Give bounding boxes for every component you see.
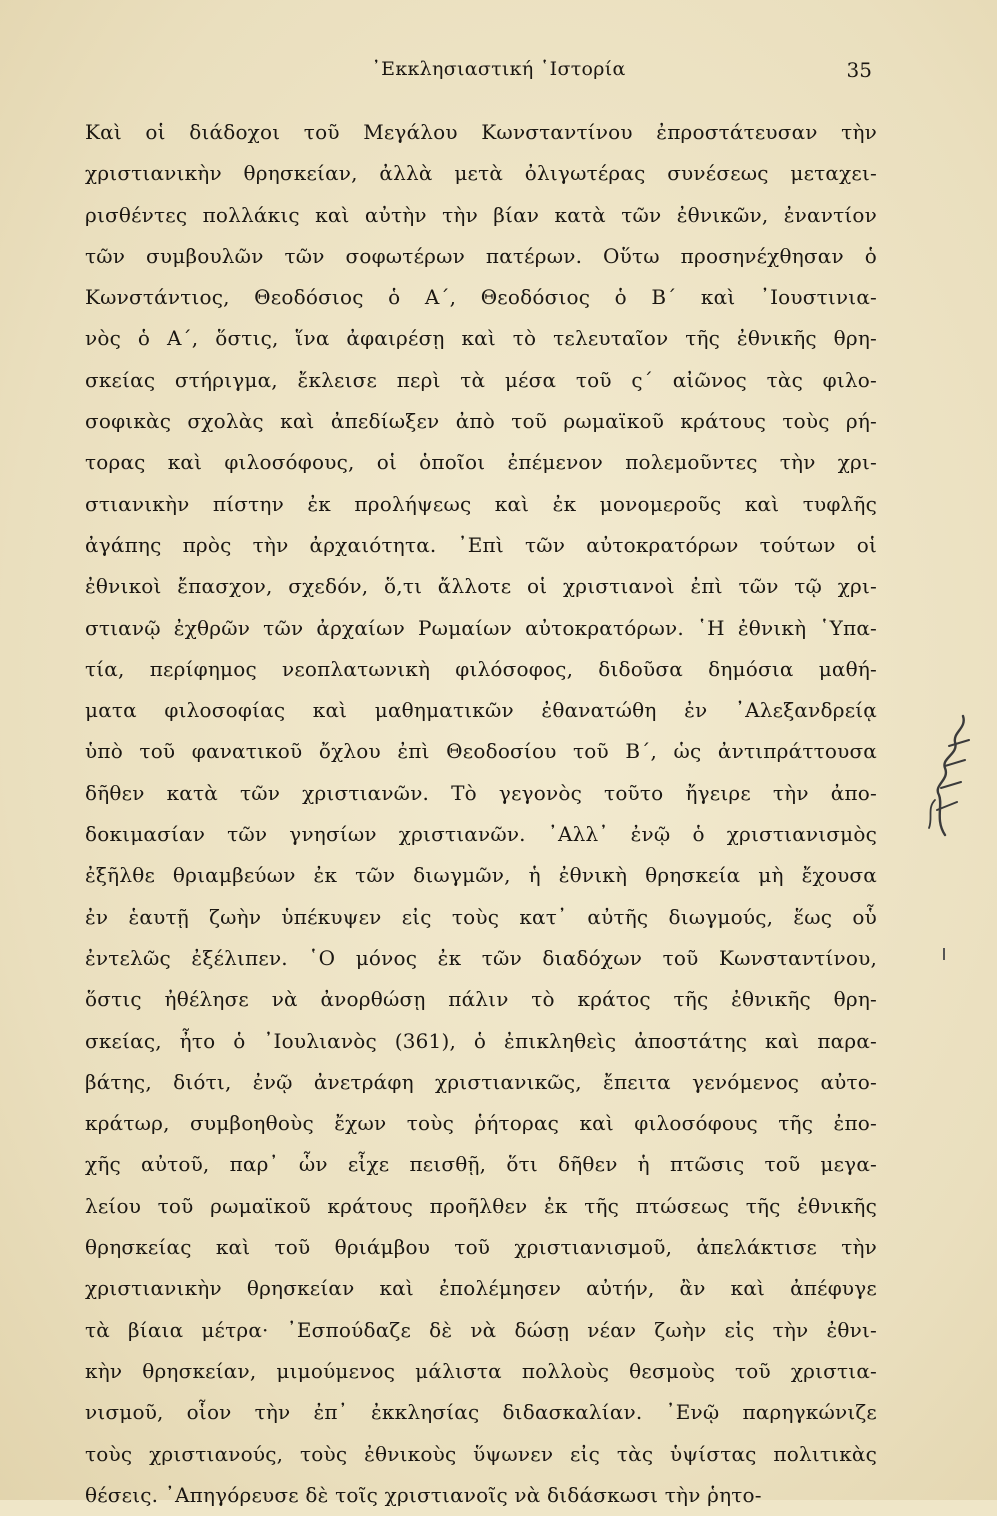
text-line: τοὺς χριστιανούς, τοὺς ἐθνικοὺς ὕψωνεν εἰς τὰς ὑψίστας πολιτικὰς	[85, 1441, 877, 1466]
text-line: ὑπὸ τοῦ φανατικοῦ ὄχλου ἐπὶ Θεοδοσίου τοῦ Β΄, ὡς ἀντιπράττουσα	[85, 739, 877, 764]
text-line: ἐξῆλθε θριαμβεύων ἐκ τῶν διωγμῶν, ἡ ἐθνικὴ θρησκεία μὴ ἔχουσα	[85, 863, 877, 888]
page-header	[0, 58, 997, 88]
text-line: Καὶ οἱ διάδοχοι τοῦ Μεγάλου Κωνσταντίνου ἐπροστάτευσαν τὴν	[85, 120, 877, 144]
text-line: κὴν θρησκείαν, μιμούμενος μάλιστα πολλοὺς θεσμοὺς τοῦ χριστια-	[85, 1358, 877, 1383]
page-number: 35	[846, 58, 872, 82]
text-line: τῶν συμβουλῶν τῶν σοφωτέρων πατέρων. Οὕτω προσηνέχθησαν ὁ	[85, 243, 877, 268]
text-line: ἐθνικοὶ ἔπασχον, σχεδόν, ὅ,τι ἄλλοτε οἱ χριστιανοὶ ἐπὶ τῶν τῷ χρι-	[85, 574, 877, 599]
running-title: ᾿Εκκλησιαστική ῾Ιστορία	[371, 58, 626, 80]
text-line: νὸς ὁ Α΄, ὅστις, ἵνα ἀφαιρέσῃ καὶ τὸ τελευταῖον τῆς ἐθνικῆς θρη-	[85, 326, 877, 351]
text-line: λείου τοῦ ρωμαϊκοῦ κράτους προῆλθεν ἐκ τῆς πτώσεως τῆς ἐθνικῆς	[85, 1193, 877, 1218]
text-line: στιανικὴν πίστην ἐκ προλήψεως καὶ ἐκ μονομεροῦς καὶ τυφλῆς	[85, 491, 877, 516]
text-line: τορας καὶ φιλοσόφους, οἱ ὁποῖοι ἐπέμενον πολεμοῦντες τὴν χρι-	[85, 450, 877, 475]
text-line: κράτωρ, συμβοηθοὺς ἔχων τοὺς ῥήτορας καὶ φιλοσόφους τῆς ἐπο-	[85, 1111, 877, 1136]
text-line: σκείας στήριγμα, ἔκλεισε περὶ τὰ μέσα τοῦ ς΄ αἰῶνος τὰς φιλο-	[85, 367, 877, 392]
text-line: χῆς αὐτοῦ, παρ᾿ ὧν εἶχε πεισθῇ, ὅτι δῆθεν ἡ πτῶσις τοῦ μεγα-	[85, 1152, 877, 1177]
text-line: βάτης, διότι, ἐνῷ ἀνετράφη χριστιανικῶς, ἔπειτα γενόμενος αὐτο-	[85, 1069, 877, 1094]
handwritten-margin-mark	[915, 710, 985, 840]
text-line: ρισθέντες πολλάκις καὶ αὐτὴν τὴν βίαν κατὰ τῶν ἐθνικῶν, ἐναντίον	[85, 202, 877, 227]
text-line: τὰ βίαια μέτρα· ᾿Εσπούδαζε δὲ νὰ δώσῃ νέαν ζωὴν εἰς τὴν ἐθνι-	[85, 1317, 877, 1342]
text-line: δῆθεν κατὰ τῶν χριστιανῶν. Τὸ γεγονὸς τοῦτο ἤγειρε τὴν ἀπο-	[85, 780, 877, 805]
text-line: ὅστις ἠθέλησε νὰ ἀνορθώσῃ πάλιν τὸ κράτος τῆς ἐθνικῆς θρη-	[85, 987, 877, 1012]
text-line: ματα φιλοσοφίας καὶ μαθηματικῶν ἐθανατώθη ἐν ᾿Αλεξανδρείᾳ	[85, 698, 877, 723]
text-line: ἐντελῶς ἐξέλιπεν. ῾Ο μόνος ἐκ τῶν διαδόχων τοῦ Κωνσταντίνου,	[85, 945, 877, 970]
text-line: χριστιανικὴν θρησκείαν, ἀλλὰ μετὰ ὀλιγωτέρας συνέσεως μεταχει-	[85, 161, 877, 186]
text-line: ἀγάπης πρὸς τὴν ἀρχαιότητα. ᾿Επὶ τῶν αὐτοκρατόρων τούτων οἱ	[85, 532, 877, 557]
text-line: θέσεις. ᾿Απηγόρευσε δὲ τοῖς χριστιανοῖς νὰ διδάσκωσι τὴν ῥητο-	[85, 1482, 762, 1507]
text-line: δοκιμασίαν τῶν γνησίων χριστιανῶν. ᾿Αλλ᾿ ἐνῷ ὁ χριστιανισμὸς	[85, 822, 877, 847]
margin-tick-mark	[942, 948, 946, 960]
text-line: σοφικὰς σχολὰς καὶ ἀπεδίωξεν ἀπὸ τοῦ ρωμαϊκοῦ κράτους τοὺς ρή-	[85, 409, 877, 434]
body-text	[85, 112, 877, 1516]
text-line: νισμοῦ, οἷον τὴν ἐπ᾿ ἐκκλησίας διδασκαλίαν. ᾿Ενῷ παρηγκώνιζε	[85, 1400, 877, 1425]
text-line: τία, περίφημος νεοπλατωνικὴ φιλόσοφος, διδοῦσα δημόσια μαθή-	[85, 656, 877, 681]
text-line: στιανῷ ἐχθρῶν τῶν ἀρχαίων Ρωμαίων αὐτοκρατόρων. ῾Η ἐθνικὴ ῾Υπα-	[85, 615, 877, 640]
text-line: θρησκείας καὶ τοῦ θριάμβου τοῦ χριστιανισμοῦ, ἀπελάκτισε τὴν	[85, 1235, 877, 1260]
text-line: σκείας, ἦτο ὁ ᾿Ιουλιανὸς (361), ὁ ἐπικληθεὶς ἀποστάτης καὶ παρα-	[85, 1028, 877, 1053]
text-line: Κωνστάντιος, Θεοδόσιος ὁ Α΄, Θεοδόσιος ὁ Β΄ καὶ ᾿Ιουστινια-	[85, 285, 877, 310]
text-line: ἐν ἑαυτῇ ζωὴν ὑπέκυψεν εἰς τοὺς κατ᾿ αὐτῆς διωγμούς, ἕως οὗ	[85, 904, 877, 929]
text-line: χριστιανικὴν θρησκείαν καὶ ἐπολέμησεν αὐτήν, ἂν καὶ ἀπέφυγε	[85, 1276, 877, 1301]
